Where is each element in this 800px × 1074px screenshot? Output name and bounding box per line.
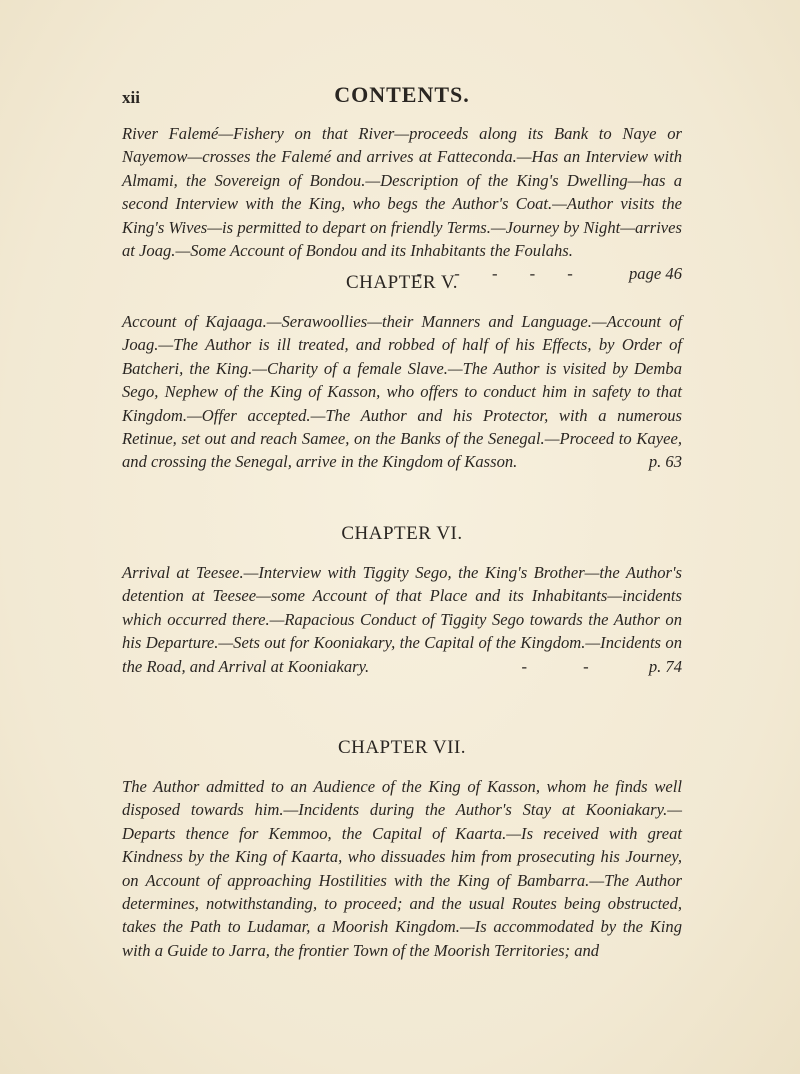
entry-text: The Author admitted to an Audience of the King of Kasson, whom he finds well disposed towards him.—Incidents during the Author's Stay at Kooniakary.—Departs thence for Kemmoo, the Capital of Kaarta.—Is received with great Kindness by the King of Kaarta, who dissuades him from prosecuting his Journey, on Account of approaching Hostilities with the King of Bambarra.—The Author determines, notwithstanding, to proceed; and the usual Routes being obstructed, takes the Path to Ludamar, a Moorish Kingdom.—Is accommodated by the King with a Guide to Jarra, the frontier Town of the Moorish Territories; and [122,777,682,960]
entry-leader: - - [521,656,615,676]
entry-page-ref: p. 74 [648,656,682,676]
chapter-heading: CHAPTER VII. [337,737,467,758]
contents-entry [122,561,682,678]
contents-entry [122,310,682,474]
entry-page-ref: page 46 [629,264,682,284]
chapter-heading: CHAPTER VI. [341,523,463,544]
chapter-heading: CHAPTER V. [346,272,458,293]
entry-text: Account of Kajaaga.—Serawoollies—their Manners and Language.—Account of Joag.—The Author is ill treated, and robbed of half of his Effects, by Order of Batcheri, the King.—Charity of a female Slave.—The Author is visited by Demba Sego, Nephew of the King of Kasson, who offers to conduct him in safety to that Kingdom.—Offer accepted.—The Author and his Protector, with a numerous Retinue, set out and reach Samee, on the Banks of the Senegal.—Proceed to Kayee, and crossing the Senegal, arrive in the Kingdom of Kasson. [122,312,682,472]
page-number: xii [122,88,140,107]
entry-leader: - - - - - [416,264,587,284]
entry-text: Arrival at Teesee.—Interview with Tiggity Sego, the King's Brother—the Author's detention at Teesee—some Account of that Place and its Inhabitants—incidents which occurred there.—Rapacious Conduct of Tiggity Sego towards the Author on his Departure.—Sets out for Kooniakary, the Capital of the Kingdom.—Incidents on the Road, and Arrival at Kooniakary. [122,563,682,676]
running-head [122,82,682,112]
contents-entry-continued [122,122,682,286]
entry-text: River Falemé—Fishery on that River—proceeds along its Bank to Naye or Nayemow—crosses the Falemé and arrives at Fatteconda.—Has an Interview with Almami, the Sovereign of Bondou.—Description of the King's Dwelling—has a second Interview with the King, who begs the Author's Coat.—Author visits the King's Wives—is permitted to depart on friendly Terms.—Journey by Night—arrives at Joag.—Some Account of Bondou and its Inhabitants the Foulahs. [122,124,682,261]
contents-entry [122,775,682,962]
page-title: CONTENTS. [334,82,470,107]
entry-page-ref: p. 63 [648,452,682,472]
